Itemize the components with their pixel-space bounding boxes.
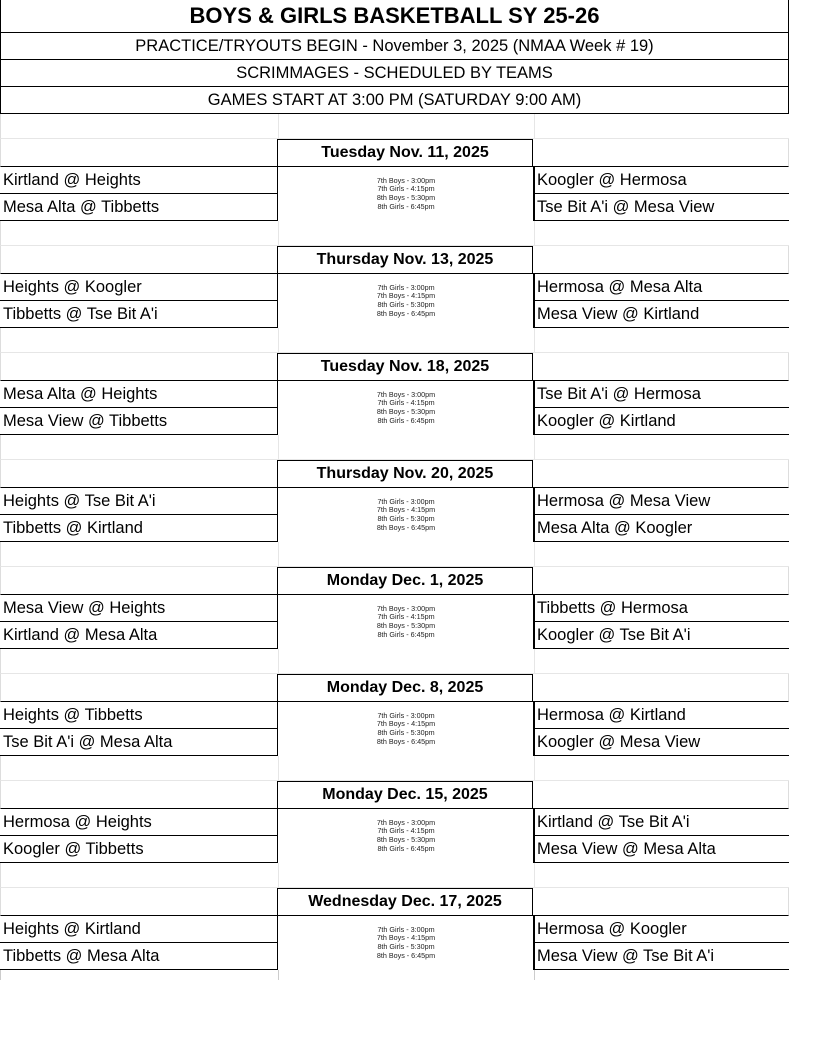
game-right-1: Koogler @ Hermosa	[533, 167, 789, 194]
time-slot: 8th Girls - 5:30pm	[377, 300, 435, 309]
time-slot: 7th Boys - 3:00pm	[376, 389, 436, 399]
game-right-1: Hermosa @ Mesa View	[533, 488, 789, 515]
game-right-1: Tse Bit A'i @ Hermosa	[533, 381, 789, 408]
game-left-2: Kirtland @ Mesa Alta	[0, 622, 277, 649]
game-right-1: Hermosa @ Koogler	[533, 916, 789, 943]
game-times	[277, 595, 535, 649]
game-right-1: Hermosa @ Kirtland	[533, 702, 789, 729]
day-date: Thursday Nov. 20, 2025	[277, 460, 533, 488]
time-slot: 7th Girls - 4:15pm	[377, 184, 435, 194]
time-slot: 8th Girls - 5:30pm	[377, 942, 435, 951]
time-slot: 8th Boys - 5:30pm	[376, 407, 436, 416]
spacer-row	[0, 756, 789, 781]
game-left-1: Heights @ Tibbetts	[0, 702, 277, 729]
day-block	[0, 353, 789, 435]
game-right-2: Mesa View @ Mesa Alta	[533, 836, 789, 863]
day-date: Tuesday Nov. 11, 2025	[277, 139, 533, 167]
game-right-2: Mesa View @ Kirtland	[533, 301, 789, 328]
game-right-2: Mesa Alta @ Koogler	[533, 515, 789, 542]
day-date: Monday Dec. 15, 2025	[277, 781, 533, 809]
game-times	[277, 916, 535, 970]
game-left-2: Mesa Alta @ Tibbetts	[0, 194, 277, 221]
time-slot: 7th Girls - 3:00pm	[377, 282, 435, 292]
spacer-row	[0, 221, 789, 246]
day-block	[0, 674, 789, 756]
game-left-1: Heights @ Kirtland	[0, 916, 277, 943]
game-times	[277, 167, 535, 221]
time-slot: 7th Girls - 4:15pm	[377, 398, 435, 408]
time-slot: 8th Boys - 6:45pm	[376, 308, 436, 318]
game-left-1: Heights @ Tse Bit A'i	[0, 488, 277, 515]
game-right-2: Koogler @ Kirtland	[533, 408, 789, 435]
game-times	[277, 274, 535, 328]
game-left-1: Mesa Alta @ Heights	[0, 381, 277, 408]
spacer-row	[0, 863, 789, 888]
day-block	[0, 567, 789, 649]
game-left-1: Mesa View @ Heights	[0, 595, 277, 622]
game-right-2: Koogler @ Mesa View	[533, 729, 789, 756]
trailing-empty-row	[0, 970, 789, 980]
time-slot: 8th Boys - 5:30pm	[376, 621, 436, 630]
time-slot: 7th Boys - 3:00pm	[376, 603, 436, 613]
game-start-line: GAMES START AT 3:00 PM (SATURDAY 9:00 AM)	[0, 87, 789, 114]
time-slot: 8th Girls - 5:30pm	[377, 514, 435, 523]
spacer-row	[0, 435, 789, 460]
game-left-2: Mesa View @ Tibbetts	[0, 408, 277, 435]
time-slot: 8th Boys - 6:45pm	[376, 736, 436, 746]
time-slot: 8th Girls - 6:45pm	[377, 201, 435, 211]
spacer-row	[0, 649, 789, 674]
time-slot: 8th Girls - 6:45pm	[377, 629, 435, 639]
time-slot: 8th Boys - 5:30pm	[376, 835, 436, 844]
time-slot: 7th Girls - 3:00pm	[377, 924, 435, 934]
game-times	[277, 702, 535, 756]
time-slot: 8th Girls - 5:30pm	[377, 728, 435, 737]
time-slot: 7th Boys - 3:00pm	[376, 817, 436, 827]
game-left-2: Tse Bit A'i @ Mesa Alta	[0, 729, 277, 756]
day-block	[0, 460, 789, 542]
day-date: Tuesday Nov. 18, 2025	[277, 353, 533, 381]
page-title: BOYS & GIRLS BASKETBALL SY 25-26	[0, 0, 789, 33]
game-left-2: Tibbetts @ Kirtland	[0, 515, 277, 542]
time-slot: 8th Boys - 6:45pm	[376, 522, 436, 532]
game-times	[277, 381, 535, 435]
day-date: Thursday Nov. 13, 2025	[277, 246, 533, 274]
game-right-2: Koogler @ Tse Bit A'i	[533, 622, 789, 649]
spacer-row	[0, 542, 789, 567]
game-left-1: Kirtland @ Heights	[0, 167, 277, 194]
time-slot: 7th Girls - 4:15pm	[377, 612, 435, 622]
game-right-1: Hermosa @ Mesa Alta	[533, 274, 789, 301]
day-date: Wednesday Dec. 17, 2025	[277, 888, 533, 916]
spacer-row	[0, 328, 789, 353]
schedule-days	[0, 114, 789, 970]
scrimmages-line: SCRIMMAGES - SCHEDULED BY TEAMS	[0, 60, 789, 87]
game-left-2: Tibbetts @ Mesa Alta	[0, 943, 277, 970]
day-block	[0, 781, 789, 863]
time-slot: 8th Boys - 5:30pm	[376, 193, 436, 202]
game-right-2: Tse Bit A'i @ Mesa View	[533, 194, 789, 221]
time-slot: 7th Boys - 4:15pm	[376, 933, 436, 943]
time-slot: 7th Boys - 4:15pm	[376, 291, 436, 301]
day-block	[0, 139, 789, 221]
time-slot: 7th Boys - 4:15pm	[376, 505, 436, 515]
time-slot: 8th Boys - 6:45pm	[376, 950, 436, 960]
spacer-row	[0, 114, 789, 139]
game-right-1: Tibbetts @ Hermosa	[533, 595, 789, 622]
game-left-1: Hermosa @ Heights	[0, 809, 277, 836]
time-slot: 7th Boys - 3:00pm	[376, 175, 436, 185]
game-times	[277, 488, 535, 542]
day-block	[0, 246, 789, 328]
time-slot: 7th Girls - 3:00pm	[377, 496, 435, 506]
time-slot: 8th Girls - 6:45pm	[377, 843, 435, 853]
time-slot: 8th Girls - 6:45pm	[377, 415, 435, 425]
game-right-1: Kirtland @ Tse Bit A'i	[533, 809, 789, 836]
game-right-2: Mesa View @ Tse Bit A'i	[533, 943, 789, 970]
practice-start-line: PRACTICE/TRYOUTS BEGIN - November 3, 2025 (NMAA Week # 19)	[0, 33, 789, 60]
day-date: Monday Dec. 8, 2025	[277, 674, 533, 702]
time-slot: 7th Girls - 3:00pm	[377, 710, 435, 720]
game-left-2: Koogler @ Tibbetts	[0, 836, 277, 863]
day-block	[0, 888, 789, 970]
game-left-1: Heights @ Koogler	[0, 274, 277, 301]
game-left-2: Tibbetts @ Tse Bit A'i	[0, 301, 277, 328]
day-date: Monday Dec. 1, 2025	[277, 567, 533, 595]
game-times	[277, 809, 535, 863]
time-slot: 7th Girls - 4:15pm	[377, 826, 435, 836]
time-slot: 7th Boys - 4:15pm	[376, 719, 436, 729]
